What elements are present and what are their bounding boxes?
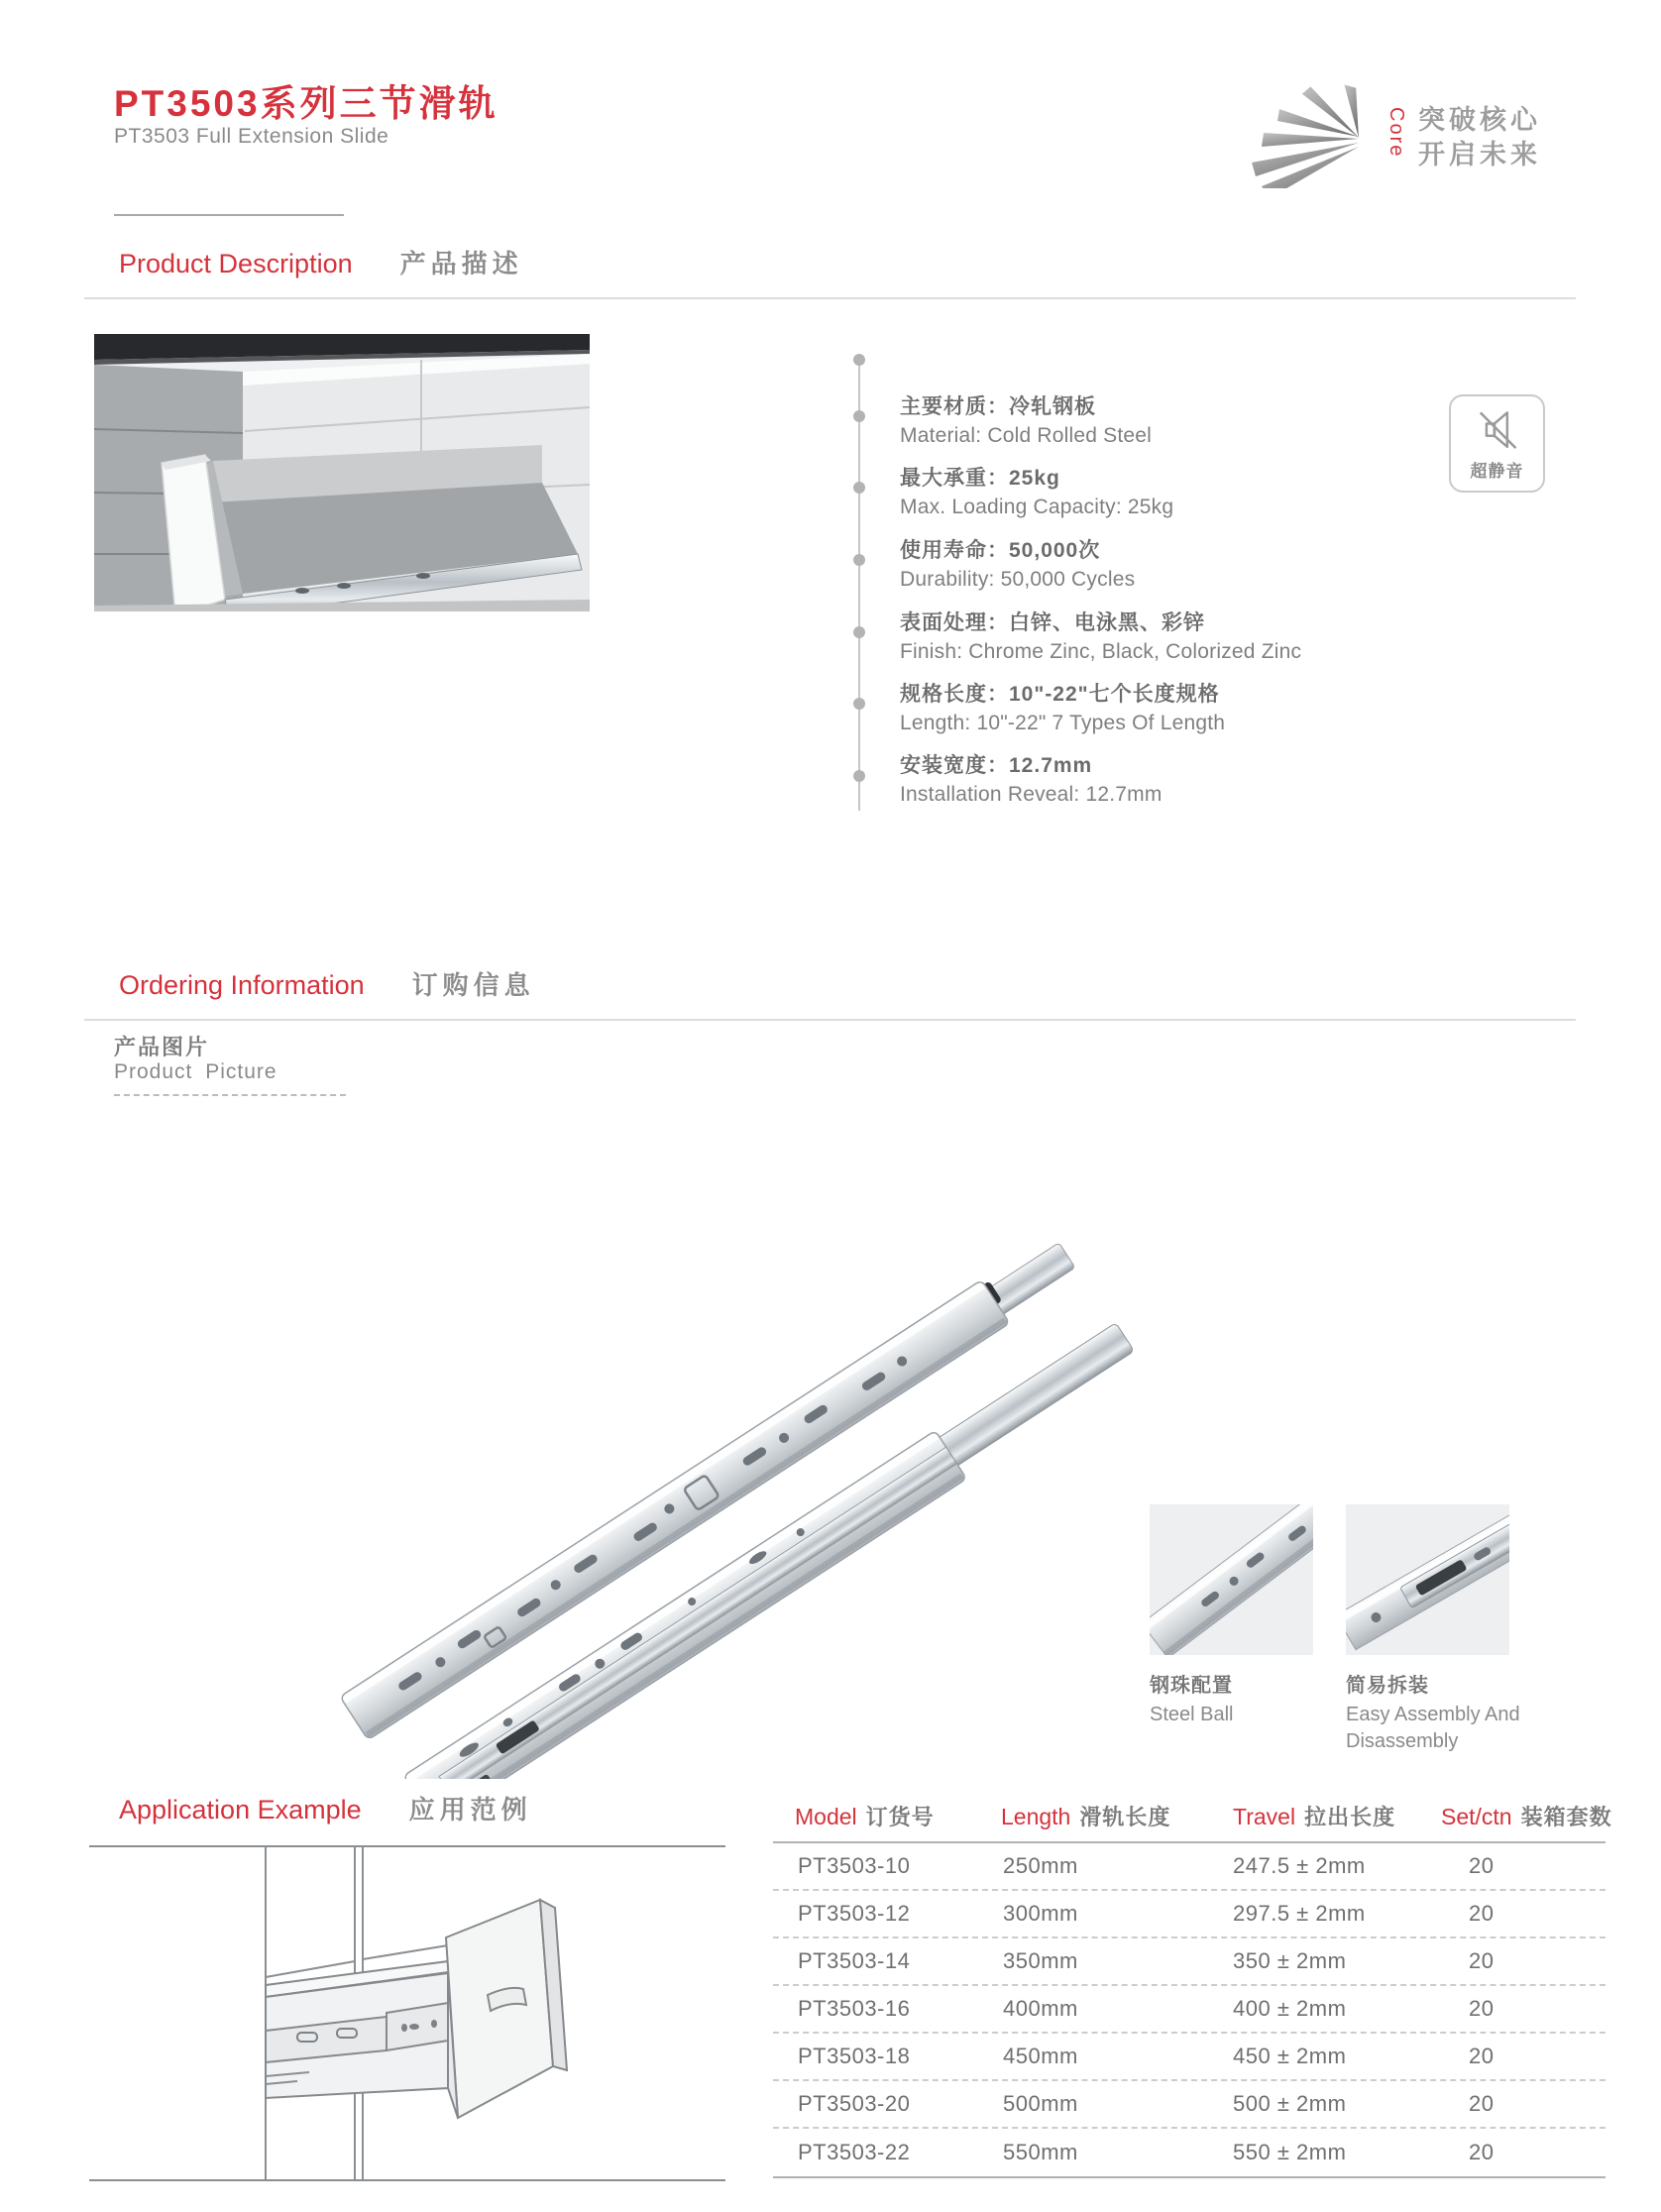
cell-set: 20: [1469, 1948, 1495, 1973]
spec-en: Material: Cold Rolled Steel: [900, 424, 1153, 447]
cell-travel: 550 ± 2mm: [1233, 2140, 1347, 2164]
section-product-description: [119, 244, 523, 280]
table-row: [773, 1938, 1606, 1986]
spec-finish: [900, 607, 1435, 664]
timeline-dot: [853, 482, 865, 494]
col-length: Length 滑轨长度: [1001, 1803, 1171, 1829]
spec-material: [900, 390, 1435, 448]
cell-travel: 297.5 ± 2mm: [1233, 1901, 1366, 1926]
cell-length: 250mm: [1003, 1853, 1078, 1878]
cell-set: 20: [1469, 2044, 1495, 2068]
page-title: PT3503系列三节滑轨: [114, 83, 498, 124]
page-subtitle: PT3503 Full Extension Slide: [114, 125, 389, 148]
feature-steel-ball: [1150, 1669, 1328, 1728]
spec-cn: 使用寿命：50,000次: [900, 539, 1101, 562]
table-row: [773, 1891, 1606, 1938]
spec-en: Installation Reveal: 12.7mm: [900, 783, 1163, 806]
quiet-badge-label: 超静音: [1470, 462, 1524, 481]
section-title-cn: 订购信息: [411, 970, 535, 1000]
timeline-dot: [853, 626, 865, 638]
cell-length: 300mm: [1003, 1901, 1078, 1926]
cell-model: PT3503-20: [798, 2091, 911, 2116]
cell-length: 400mm: [1003, 1996, 1078, 2021]
col-set-ctn: Set/ctn 装箱套数: [1441, 1803, 1612, 1829]
cell-travel: 450 ± 2mm: [1233, 2044, 1347, 2068]
spec-en: Length: 10"-22" 7 Types Of Length: [900, 712, 1226, 734]
section-title-en: Ordering Information: [119, 970, 365, 1000]
timeline-dot: [853, 698, 865, 710]
section-application-example: [119, 1790, 532, 1826]
timeline-dot: [853, 354, 865, 366]
cell-set: 20: [1469, 1996, 1495, 2021]
product-picture-label-cn: 产品图片: [114, 1035, 210, 1059]
section-title-en: Application Example: [119, 1795, 362, 1825]
timeline-dot: [853, 770, 865, 782]
steel-ball-thumb: [1150, 1504, 1313, 1655]
drawer-photo: [94, 334, 590, 611]
cell-set: 20: [1469, 1901, 1495, 1926]
cell-length: 450mm: [1003, 2044, 1078, 2068]
cell-length: 350mm: [1003, 1948, 1078, 1973]
spec-en: Durability: 50,000 Cycles: [900, 568, 1136, 591]
cell-model: PT3503-18: [798, 2044, 911, 2068]
col-travel: Travel 拉出长度: [1233, 1803, 1396, 1829]
cell-model: PT3503-16: [798, 1996, 911, 2021]
fan-logo-icon: [1244, 77, 1383, 188]
cell-model: PT3503-14: [798, 1948, 911, 1973]
cell-model: PT3503-12: [798, 1901, 911, 1926]
section-ordering-information: [119, 965, 535, 1002]
col-model: Model 订货号: [795, 1803, 935, 1829]
cell-length: 500mm: [1003, 2091, 1078, 2116]
spec-cn: 表面处理：白锌、电泳黑、彩锌: [900, 611, 1205, 634]
section-divider: [84, 1019, 1576, 1021]
table-row: [773, 2129, 1606, 2176]
cell-travel: 350 ± 2mm: [1233, 1948, 1347, 1973]
cell-set: 20: [1469, 2140, 1495, 2164]
section-divider: [84, 297, 1576, 299]
cell-travel: 400 ± 2mm: [1233, 1996, 1347, 2021]
easy-assembly-thumb: [1346, 1504, 1509, 1655]
table-body: [773, 1841, 1606, 2178]
section-title-en: Product Description: [119, 249, 353, 278]
table-header: [773, 1790, 1612, 1841]
timeline-dot: [853, 554, 865, 566]
mute-speaker-icon: [1472, 405, 1523, 453]
feature-en: Steel Ball: [1150, 1704, 1234, 1725]
quiet-badge: [1449, 394, 1545, 493]
cell-set: 20: [1469, 1853, 1495, 1878]
spec-loading-capacity: [900, 462, 1435, 519]
brand-core-label: Core: [1385, 107, 1407, 159]
spec-cn: 规格长度：10"-22"七个长度规格: [900, 683, 1220, 706]
spec-length: [900, 678, 1435, 735]
brand-slogan-line1: 突破核心: [1418, 105, 1541, 135]
spec-installation-reveal: [900, 749, 1435, 807]
cell-set: 20: [1469, 2091, 1495, 2116]
spec-en: Finish: Chrome Zinc, Black, Colorized Zinc: [900, 640, 1302, 663]
spec-timeline: [858, 360, 860, 811]
section-title-cn: 应用范例: [408, 1795, 532, 1825]
title-divider: [114, 214, 344, 216]
table-row: [773, 2034, 1606, 2081]
spec-durability: [900, 534, 1435, 592]
feature-en: Easy Assembly And Disassembly: [1346, 1704, 1520, 1752]
feature-easy-assembly: [1346, 1669, 1559, 1755]
timeline-dot: [853, 410, 865, 422]
slides-product-image: [292, 1090, 1160, 1779]
cell-model: PT3503-22: [798, 2140, 911, 2164]
brand-slogan: [1418, 103, 1541, 172]
product-picture-label-en: Product Picture: [114, 1060, 277, 1083]
table-row: [773, 1843, 1606, 1891]
application-example-drawing: [89, 1838, 728, 2212]
feature-cn: 钢珠配置: [1150, 1675, 1233, 1697]
cell-travel: 247.5 ± 2mm: [1233, 1853, 1366, 1878]
cell-length: 550mm: [1003, 2140, 1078, 2164]
spec-cn: 安装宽度：12.7mm: [900, 754, 1093, 777]
cell-travel: 500 ± 2mm: [1233, 2091, 1347, 2116]
spec-en: Max. Loading Capacity: 25kg: [900, 496, 1174, 518]
ordering-table: [773, 1790, 1612, 2178]
section-title-cn: 产品描述: [399, 249, 523, 278]
table-row: [773, 1986, 1606, 2034]
feature-cn: 简易拆装: [1346, 1675, 1429, 1697]
spec-cn: 主要材质：冷轧钢板: [900, 395, 1096, 418]
cell-model: PT3503-10: [798, 1853, 911, 1878]
spec-cn: 最大承重：25kg: [900, 467, 1060, 490]
table-row: [773, 2081, 1606, 2129]
brand-slogan-line2: 开启未来: [1418, 140, 1541, 169]
brand-logo: [1244, 75, 1561, 189]
